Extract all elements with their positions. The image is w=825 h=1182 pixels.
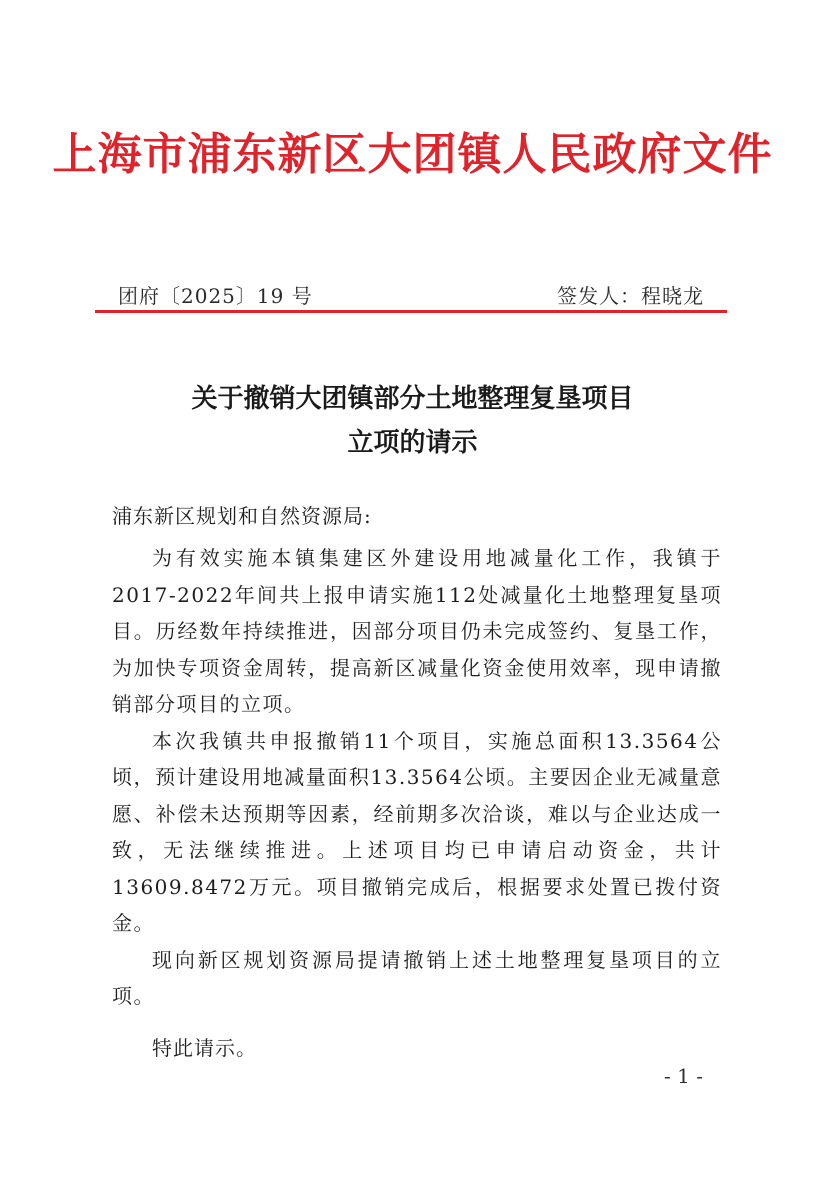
body-paragraph-1: 为有效实施本镇集建区外建设用地减量化工作，我镇于2017-2022年间共上报申请实施112处减量化土地整理复垦项目。历经数年持续推进，因部分项目仍未完成签约、复垦工作，为加快专项资金周转，提高新区减量化资金使用效率，现申请撤销部分项目的立项。 (112, 546, 722, 716)
recipient: 浦东新区规划和自然资源局: (112, 504, 372, 528)
body-text (112, 540, 722, 1015)
subject-title-line-1: 关于撤销大团镇部分土地整理复垦项目 (191, 384, 634, 414)
closing-remark: 特此请示。 (152, 1036, 257, 1060)
issuer-title: 上海市浦东新区大团镇人民政府文件 (52, 129, 773, 180)
signer: 签发人：程晓龙 (557, 284, 704, 308)
red-divider-line (95, 310, 727, 313)
page-number: - 1 - (664, 1064, 703, 1088)
body-paragraph-2: 本次我镇共申报撤销11个项目，实施总面积13.3564公顷，预计建设用地减量面积13.3564公顷。主要因企业无减量意愿、补偿未达预期等因素，经前期多次洽谈，难以与企业达成一致，无法继续推进。上述项目均已申请启动资金，共计13609.8472万元。项目撤销完成后，根据要求处置已拨付资金。 (112, 728, 722, 935)
document-meta-row (118, 280, 718, 308)
document-number: 团府〔2025〕19 号 (118, 284, 313, 308)
subject-title-line-2: 立项的请示 (347, 428, 478, 458)
body-paragraph-3: 现向新区规划资源局提请撤销上述土地整理复垦项目的立项。 (112, 947, 722, 1008)
